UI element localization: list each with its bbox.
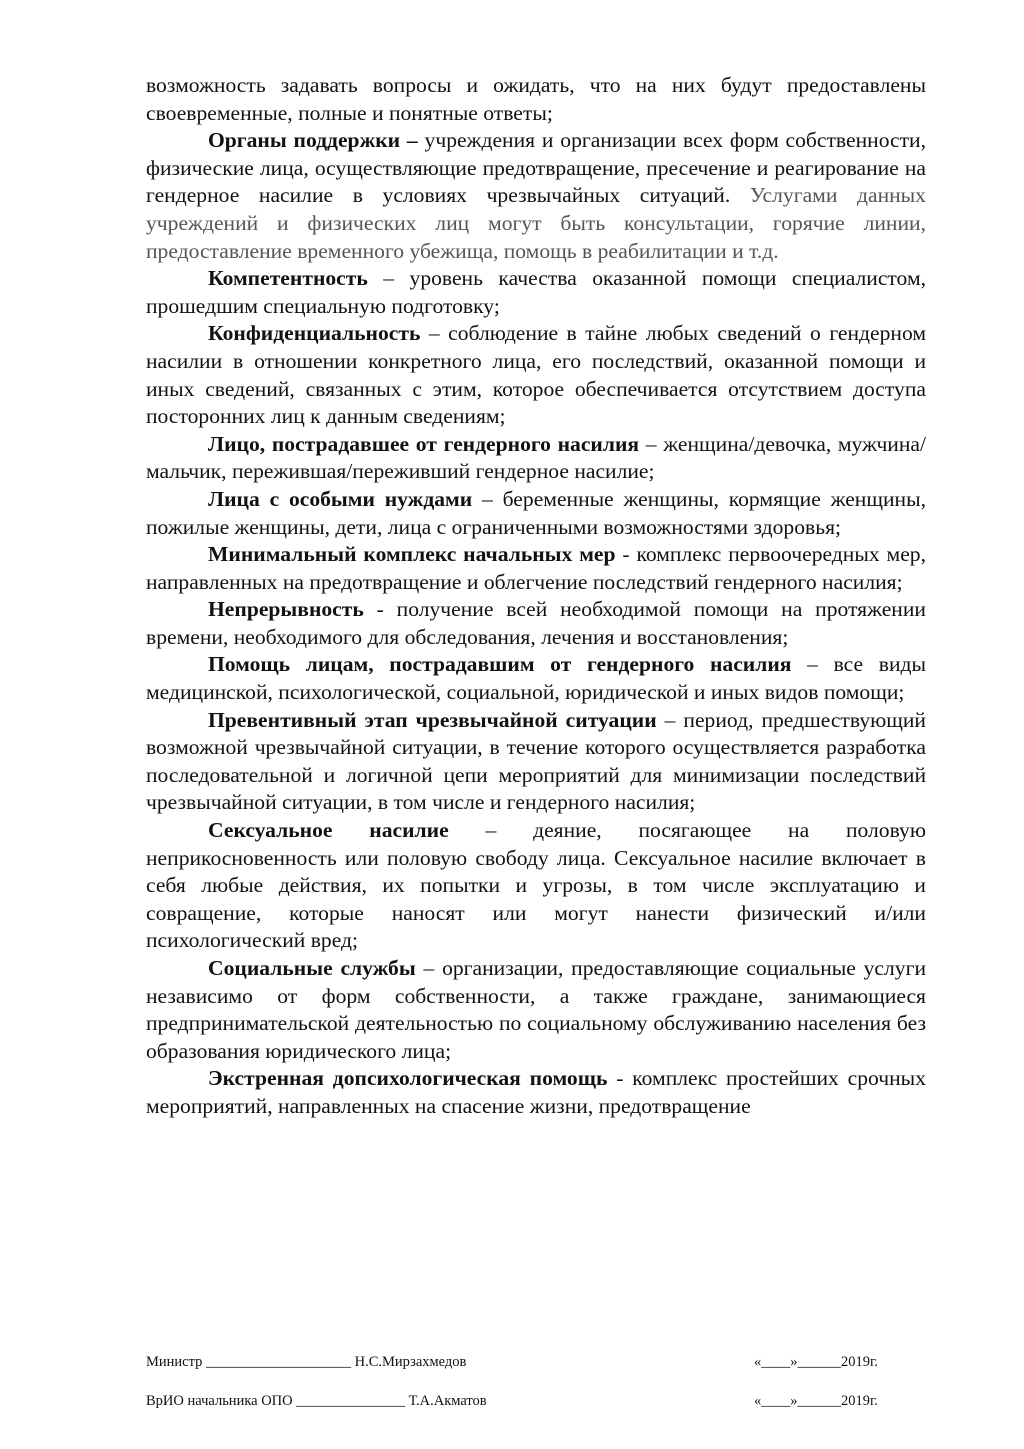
definition-konfidencialnost: Конфиденциальность – соблюдение в тайне любых сведений о гендерном насилии в отношении конкретного лица, его последствий, оказанной помощи и иных сведений, связанных с этим, которое обеспечивается отсутствием доступа посторонних лиц к данным сведениям; [146, 321, 927, 429]
definition-term: Непрерывность [208, 597, 364, 622]
signature-date-opo: «____»______2019г. [754, 1393, 878, 1409]
definition-kompetentnost: Компетентность – уровень качества оказанной помощи специалистом, прошедшим специальную подготовку; [146, 266, 927, 318]
definition-seksualnoe-nasilie: Сексуальное насилие – деяние, посягающее на половую неприкосновенность или половую свободу лица. Сексуальное насилие включает в себя любые действия, их попытки и угрозы, в том числе эксплуатацию и совращение, которые наносят или могут нанести физический и/или психологический вред; [146, 818, 926, 953]
definition-text: беременные женщины, кормящие женщины, пожилые женщины, дети, лица с ограниченными возможностями здоровья; [146, 486, 926, 539]
definition-term: Сексуальное насилие [208, 818, 449, 843]
definition-text: организации, предоставляющие социальные услуги независимо от форм собственности, а также граждане, занимающиеся предпринимательской деятельностью по социальному обслуживанию населения без образования юридического лица; [146, 956, 926, 1063]
definition-nepreryvnost: Непрерывность - получение всей необходимой помощи на протяжении времени, необходимого для обследования, лечения и восстановления; [146, 597, 926, 649]
definition-term: Компетентность [208, 266, 368, 291]
definition-text: учреждения и организации всех форм собственности, физические лица, осуществляющие предотвращение, пресечение и реагирование на гендерное насилие в условиях чрезвычайных ситуаций. [146, 128, 927, 208]
definition-term: Минимальный комплекс начальных мер [208, 542, 616, 567]
definition-text: все виды медицинской, психологической, социальной, юридической и иных видов помощи; [146, 652, 926, 705]
definition-text: уровень качества оказанной помощи специалистом, прошедшим специальную подготовку; [146, 266, 927, 318]
definition-preventivnyj-etap: Превентивный этап чрезвычайной ситуации – период, предшествующий возможной чрезвычайной ситуации, в течение которого осуществляется разработка последовательной и логичной цепи мероприятий для минимизации последствий чрезвычайной ситуации, в том числе и гендерного насилия; [146, 707, 926, 815]
intro-paragraph: возможность задавать вопросы и ожидать, что на них будут предоставлены своевременные, полные и понятные ответы; [146, 73, 926, 125]
definition-minimalnyj-kompleks: Минимальный комплекс начальных мер - комплекс первоочередных мер, направленных на предотвращение и облегчение последствий гендерного насилия; [146, 542, 926, 594]
definition-text: женщина/девочка, мужчина/мальчик, пережившая/переживший гендерное насилие; [146, 431, 926, 484]
definition-text: комплекс первоочередных мер, направленных на предотвращение и облегчение последствий гендерного насилия; [146, 542, 926, 594]
definition-text: соблюдение в тайне любых сведений о гендерном насилии в отношении конкретного лица, его последствий, оказанной помощи и иных сведений, связанных с этим, которое обеспечивается отсутствием доступа посторонних лиц к данным сведениям; [146, 321, 927, 429]
definition-lico-postradavshee: Лицо, пострадавшее от гендерного насилия – женщина/девочка, мужчина/мальчик, пережившая/переживший гендерное насилие; [146, 431, 926, 484]
definition-term: Конфиденциальность [208, 321, 421, 346]
signature-opo-head: ВрИО начальника ОПО _______________ Т.А.Акматов [146, 1393, 487, 1409]
definition-text: получение всей необходимой помощи на протяжении времени, необходимого для обследования, лечения и восстановления; [146, 597, 926, 649]
definition-text: период, предшествующий возможной чрезвычайной ситуации, в течение которого осуществляется разработка последовательной и логичной цепи мероприятий для минимизации последствий чрезвычайной ситуации, в том числе и гендерного насилия; [146, 707, 926, 815]
definition-term: Социальные службы [208, 956, 416, 980]
definition-extra: Услугами данных учреждений и физических лиц могут быть консультации, горячие линии, предоставление временного убежища, помощь в реабилитации и т.д. [146, 183, 926, 263]
definition-socialnye-sluzhby: Социальные службы – организации, предоставляющие социальные услуги независимо от форм собственности, а также граждане, занимающиеся предпринимательской деятельностью по социальному обслуживанию населения без образования юридического лица; [146, 956, 926, 1063]
definition-ekstrennaya-pomoshch: Экстренная допсихологическая помощь - комплекс простейших срочных мероприятий, направленных на спасение жизни, предотвращение [146, 1066, 926, 1118]
definition-term: Помощь лицам, пострадавшим от гендерного насилия [208, 652, 792, 677]
signature-date-minister: «____»______2019г. [754, 1354, 878, 1370]
definition-pomoshch-licam: Помощь лицам, пострадавшим от гендерного насилия – все виды медицинской, психологической, социальной, юридической и иных видов помощи; [146, 652, 926, 705]
definition-text: комплекс простейших срочных мероприятий, направленных на спасение жизни, предотвращение [146, 1066, 926, 1118]
definition-term: Органы поддержки [208, 128, 401, 153]
definition-text: деяние, посягающее на половую неприкосновенность или половую свободу лица. Сексуальное насилие включает в себя любые действия, их попытки и угрозы, в том числе эксплуатацию и совращение, которые наносят или могут нанести физический и/или психологический вред; [146, 818, 926, 953]
definition-term: Лицо, пострадавшее от гендерного насилия [208, 431, 640, 456]
definition-term: Лица с особыми нуждами [208, 486, 473, 511]
definition-organy-podderzhki: Органы поддержки – учреждения и организации всех форм собственности, физические лица, осуществляющие предотвращение, пресечение и реагирование на гендерное насилие в условиях чрезвычайных ситуаций. Услугами данных учреждений и физических лиц могут быть консультации, горячие линии, предоставление временного убежища, помощь в реабилитации и т.д. [146, 128, 927, 263]
document-body [146, 72, 926, 1121]
signature-minister: Министр ____________________ Н.С.Мирзахмедов [146, 1354, 467, 1370]
definition-term: Превентивный этап чрезвычайной ситуации [208, 707, 657, 732]
definition-term: Экстренная допсихологическая помощь [208, 1066, 608, 1091]
definition-lica-s-osobymi-nuzhdami: Лица с особыми нуждами – беременные женщины, кормящие женщины, пожилые женщины, дети, лица с ограниченными возможностями здоровья; [146, 486, 926, 539]
